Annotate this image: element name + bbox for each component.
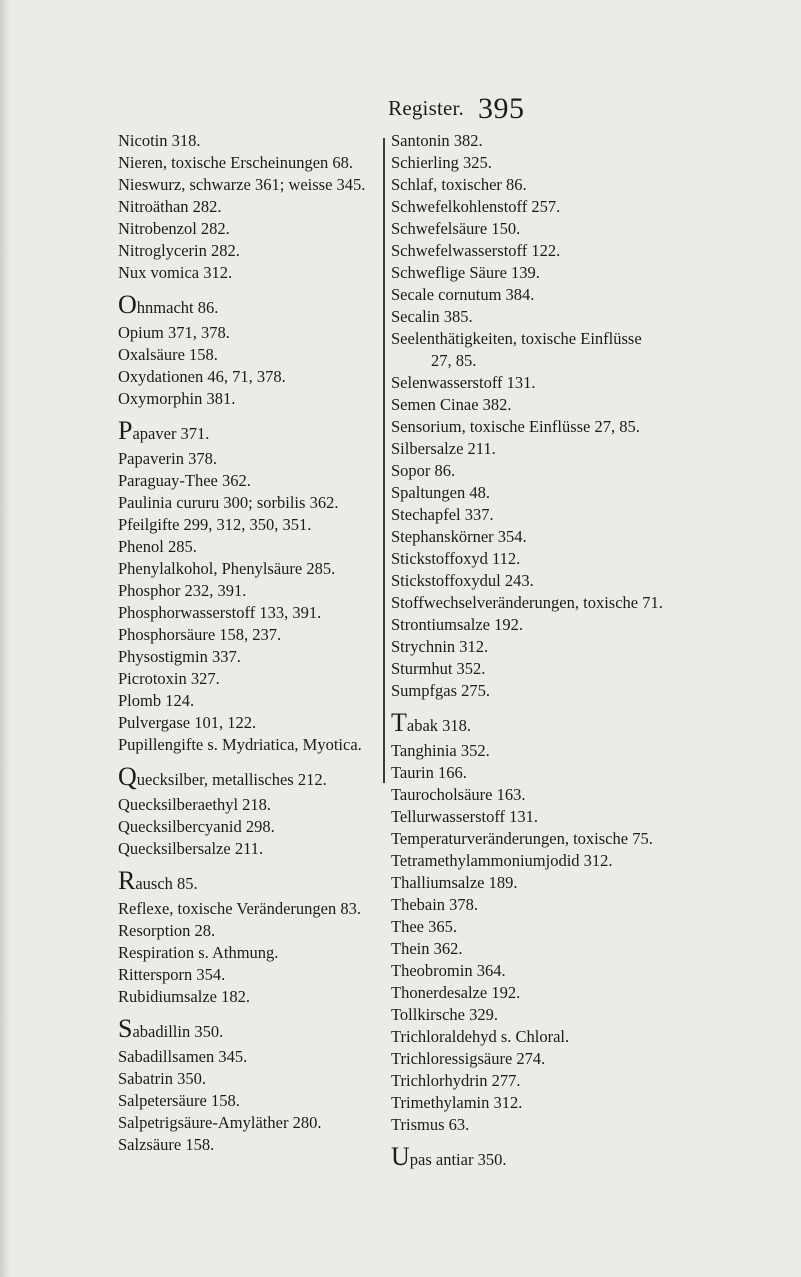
index-entry	[391, 740, 721, 762]
index-entry-text: Salpetrigsäure-Amyläther 280.	[118, 1113, 322, 1132]
index-section-first-entry	[391, 1142, 721, 1174]
index-entry-text: Schwefelwasserstoff 122.	[391, 241, 561, 260]
index-entry	[391, 784, 721, 806]
index-entry	[391, 394, 721, 416]
index-entry	[118, 734, 380, 756]
index-entry-text: Quecksilberaethyl 218.	[118, 795, 272, 814]
index-entry	[118, 130, 380, 152]
index-entry	[118, 514, 380, 536]
index-entry	[118, 690, 380, 712]
index-entry-text: Sabadillsamen 345.	[118, 1047, 248, 1066]
index-entry-text: Tollkirsche 329.	[391, 1005, 498, 1024]
index-entry-text: Spaltungen 48.	[391, 483, 490, 502]
index-entry-text: Sumpfgas 275.	[391, 681, 490, 700]
index-entry-text: abak 318.	[406, 716, 472, 735]
column-divider	[383, 138, 385, 783]
section-initial-letter: O	[118, 290, 137, 319]
index-column-left	[118, 130, 380, 1156]
index-entry	[391, 328, 721, 350]
page-number: 395	[478, 92, 525, 125]
index-entry	[391, 526, 721, 548]
index-entry	[118, 344, 380, 366]
index-entry	[391, 438, 721, 460]
index-entry-text: Nicotin 318.	[118, 131, 201, 150]
section-initial-letter: P	[118, 416, 133, 445]
index-entry-text: Silbersalze 211.	[391, 439, 496, 458]
index-entry	[391, 982, 721, 1004]
index-entry	[391, 680, 721, 702]
index-entry-text: Phenylalkohol, Phenylsäure 285.	[118, 559, 336, 578]
index-entry	[391, 1114, 721, 1136]
index-entry	[391, 614, 721, 636]
index-entry	[391, 306, 721, 328]
index-entry	[118, 174, 380, 196]
index-entry	[391, 658, 721, 680]
section-initial-letter: Q	[118, 762, 137, 791]
section-initial-letter: T	[391, 708, 407, 737]
section-gap	[391, 702, 721, 712]
index-entry	[391, 938, 721, 960]
index-entry	[118, 838, 380, 860]
index-entry-text: Salpetersäure 158.	[118, 1091, 240, 1110]
index-entry-text: Tanghinia 352.	[391, 741, 490, 760]
index-entry-text: Trichloraldehyd s. Chloral.	[391, 1027, 570, 1046]
index-entry-text: Strychnin 312.	[391, 637, 489, 656]
index-entry-text: Santonin 382.	[391, 131, 483, 150]
index-entry	[118, 218, 380, 240]
index-entry	[391, 460, 721, 482]
index-entry	[391, 850, 721, 872]
index-entry-text: Quecksilbersalze 211.	[118, 839, 264, 858]
index-entry	[118, 366, 380, 388]
index-section-first-entry	[118, 1014, 380, 1046]
index-entry-text: apaver 371.	[132, 424, 210, 443]
index-entry	[118, 898, 380, 920]
index-entry-text: Rittersporn 354.	[118, 965, 226, 984]
index-entry-text: Taurin 166.	[391, 763, 467, 782]
index-entry-text: Papaverin 378.	[118, 449, 217, 468]
index-entry	[118, 964, 380, 986]
index-section-first-entry	[118, 290, 380, 322]
index-entry	[118, 388, 380, 410]
index-entry	[391, 960, 721, 982]
index-entry	[391, 152, 721, 174]
index-entry-text: Thalliumsalze 189.	[391, 873, 518, 892]
index-entry-text: Paraguay-Thee 362.	[118, 471, 251, 490]
index-entry-text: Reflexe, toxische Veränderungen 83.	[118, 899, 361, 918]
index-entry-text: Nitrobenzol 282.	[118, 219, 230, 238]
index-entry	[391, 592, 721, 614]
index-entry	[118, 624, 380, 646]
index-entry-text: Schlaf, toxischer 86.	[391, 175, 527, 194]
index-entry-text: Oxalsäure 158.	[118, 345, 218, 364]
index-entry-text: Respiration s. Athmung.	[118, 943, 279, 962]
index-entry	[391, 130, 721, 152]
index-entry	[118, 448, 380, 470]
index-entry	[391, 872, 721, 894]
index-entry-text: Opium 371, 378.	[118, 323, 230, 342]
index-entry-text: Thee 365.	[391, 917, 457, 936]
index-entry-text: Resorption 28.	[118, 921, 216, 940]
index-entry-text: Sensorium, toxische Einflüsse 27, 85.	[391, 417, 640, 436]
index-entry-text: Pulvergase 101, 122.	[118, 713, 257, 732]
index-entry-text: Pfeilgifte 299, 312, 350, 351.	[118, 515, 312, 534]
index-entry	[391, 1048, 721, 1070]
index-entry	[118, 262, 380, 284]
index-entry-text: Plomb 124.	[118, 691, 195, 710]
index-entry-text: Thonerdesalze 192.	[391, 983, 521, 1002]
index-entry-text: abadillin 350.	[132, 1022, 224, 1041]
index-entry-text: Quecksilbercyanid 298.	[118, 817, 275, 836]
index-entry-text: Tellurwasserstoff 131.	[391, 807, 539, 826]
index-section-first-entry	[118, 416, 380, 448]
index-entry-text: ausch 85.	[135, 874, 198, 893]
index-entry-text: Trichlorhydrin 277.	[391, 1071, 521, 1090]
index-entry-text: Sopor 86.	[391, 461, 456, 480]
section-gap	[118, 756, 380, 766]
index-entry-text: Phenol 285.	[118, 537, 197, 556]
index-entry-text: Nitroäthan 282.	[118, 197, 222, 216]
index-entry	[391, 240, 721, 262]
index-entry	[118, 668, 380, 690]
index-entry-text: Schwefelkohlenstoff 257.	[391, 197, 561, 216]
index-entry	[391, 762, 721, 784]
index-entry	[118, 816, 380, 838]
index-entry-text: Sabatrin 350.	[118, 1069, 206, 1088]
index-entry	[391, 548, 721, 570]
index-entry	[118, 602, 380, 624]
index-entry	[118, 1112, 380, 1134]
index-entry	[391, 284, 721, 306]
index-entry-text: Taurocholsäure 163.	[391, 785, 526, 804]
index-section-first-entry	[118, 762, 380, 794]
index-entry-text: Thebain 378.	[391, 895, 479, 914]
index-entry-text: pas antiar 350.	[409, 1150, 507, 1169]
index-entry-text: Nieswurz, schwarze 361; weisse 345.	[118, 175, 366, 194]
index-entry-text: Tetramethylammoniumjodid 312.	[391, 851, 613, 870]
index-entry	[118, 580, 380, 602]
index-entry	[391, 1092, 721, 1114]
index-entry-text: Nux vomica 312.	[118, 263, 233, 282]
index-entry-text: Physostigmin 337.	[118, 647, 241, 666]
index-entry	[118, 1090, 380, 1112]
index-entry	[391, 372, 721, 394]
index-entry-text: Temperaturveränderungen, toxische 75.	[391, 829, 653, 848]
index-entry-text: Oxymorphin 381.	[118, 389, 236, 408]
index-entry	[391, 828, 721, 850]
index-entry	[391, 1026, 721, 1048]
section-initial-letter: U	[391, 1142, 410, 1171]
index-entry-text: Schwefelsäure 150.	[391, 219, 521, 238]
index-entry-continuation	[391, 350, 721, 372]
index-entry-text: Stechapfel 337.	[391, 505, 494, 524]
index-entry	[391, 262, 721, 284]
index-entry-text: Stoffwechselveränderungen, toxische 71.	[391, 593, 663, 612]
index-entry-text: Strontiumsalze 192.	[391, 615, 523, 634]
index-entry-text: hnmacht 86.	[136, 298, 219, 317]
index-entry	[118, 1068, 380, 1090]
index-section-first-entry	[391, 708, 721, 740]
index-entry	[118, 536, 380, 558]
index-entry	[118, 240, 380, 262]
section-gap	[118, 410, 380, 420]
index-entry-text: Stickstoffoxydul 243.	[391, 571, 534, 590]
index-entry-text: Schierling 325.	[391, 153, 492, 172]
index-entry	[391, 1004, 721, 1026]
index-entry	[118, 322, 380, 344]
index-entry-text: Picrotoxin 327.	[118, 669, 220, 688]
index-entry-text: Semen Cinae 382.	[391, 395, 512, 414]
index-entry-text: Rubidiumsalze 182.	[118, 987, 250, 1006]
index-entry	[118, 942, 380, 964]
index-entry	[118, 646, 380, 668]
index-entry	[391, 570, 721, 592]
index-entry	[391, 218, 721, 240]
index-column-right	[391, 130, 721, 1174]
index-entry-text: 27, 85.	[431, 351, 477, 370]
index-entry-text: Thein 362.	[391, 939, 463, 958]
index-entry-text: Paulinia cururu 300; sorbilis 362.	[118, 493, 339, 512]
index-entry	[118, 920, 380, 942]
index-entry-text: Trismus 63.	[391, 1115, 470, 1134]
section-gap	[391, 1136, 721, 1146]
page-spine-shadow	[0, 0, 10, 1277]
index-entry	[391, 1070, 721, 1092]
index-entry-text: Stephanskörner 354.	[391, 527, 527, 546]
section-initial-letter: R	[118, 866, 136, 895]
index-entry-text: Stickstoffoxyd 112.	[391, 549, 521, 568]
index-entry-text: Oxydationen 46, 71, 378.	[118, 367, 286, 386]
index-entry-text: Seelenthätigkeiten, toxische Einflüsse	[391, 329, 642, 348]
index-entry	[391, 416, 721, 438]
index-entry	[391, 916, 721, 938]
index-entry	[118, 712, 380, 734]
index-entry	[391, 636, 721, 658]
index-entry-text: Theobromin 364.	[391, 961, 506, 980]
index-entry	[391, 504, 721, 526]
index-entry	[118, 470, 380, 492]
index-entry	[391, 482, 721, 504]
index-entry	[118, 986, 380, 1008]
index-entry	[391, 196, 721, 218]
index-entry	[391, 806, 721, 828]
index-entry-text: Phosphorwasserstoff 133, 391.	[118, 603, 322, 622]
index-entry	[118, 492, 380, 514]
index-entry	[118, 558, 380, 580]
index-section-first-entry	[118, 866, 380, 898]
section-gap	[118, 1008, 380, 1018]
index-entry-text: Secale cornutum 384.	[391, 285, 535, 304]
index-entry-text: Phosphor 232, 391.	[118, 581, 247, 600]
index-entry-text: uecksilber, metallisches 212.	[136, 770, 327, 789]
index-entry-text: Trimethylamin 312.	[391, 1093, 523, 1112]
index-entry	[118, 196, 380, 218]
index-entry-text: Selenwasserstoff 131.	[391, 373, 536, 392]
index-entry-text: Pupillengifte s. Mydriatica, Myotica.	[118, 735, 362, 754]
index-entry	[391, 174, 721, 196]
index-entry-text: Sturmhut 352.	[391, 659, 486, 678]
section-gap	[118, 284, 380, 294]
index-entry	[118, 794, 380, 816]
index-entry	[118, 1134, 380, 1156]
index-entry-text: Salzsäure 158.	[118, 1135, 215, 1154]
index-entry-text: Nitroglycerin 282.	[118, 241, 240, 260]
index-entry-text: Secalin 385.	[391, 307, 473, 326]
section-gap	[118, 860, 380, 870]
section-initial-letter: S	[118, 1014, 133, 1043]
index-entry	[391, 894, 721, 916]
index-entry-text: Schweflige Säure 139.	[391, 263, 540, 282]
running-header-title: Register.	[388, 96, 464, 120]
index-entry-text: Phosphorsäure 158, 237.	[118, 625, 282, 644]
index-entry-text: Trichloressigsäure 274.	[391, 1049, 546, 1068]
index-entry-text: Nieren, toxische Erscheinungen 68.	[118, 153, 354, 172]
index-entry	[118, 1046, 380, 1068]
index-entry	[118, 152, 380, 174]
